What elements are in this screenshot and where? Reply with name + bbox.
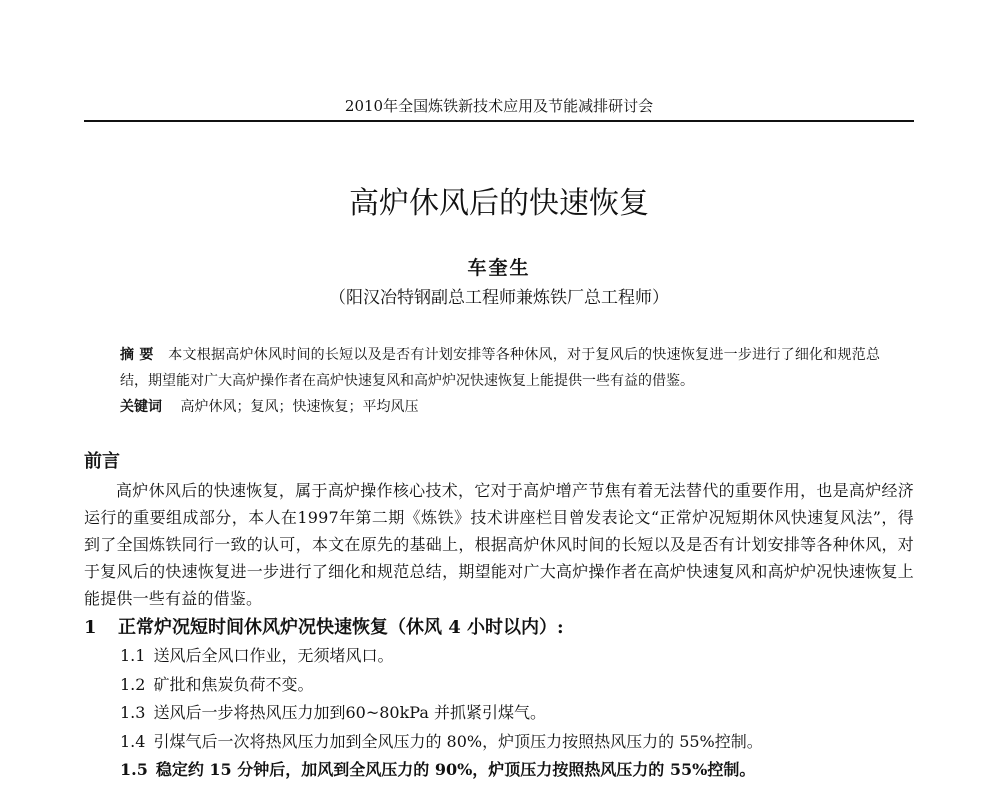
item-number: 1.1 — [120, 646, 146, 665]
item-text: 送风后一步将热风压力加到60~80kPa 并抓紧引煤气。 — [153, 703, 546, 722]
header-divider — [84, 120, 914, 122]
keywords — [120, 394, 880, 420]
section-1-number: 1 — [84, 617, 97, 638]
section-1-list — [120, 642, 914, 785]
keywords-text: 高炉休风；复风；快速恢复；平均风压 — [180, 399, 419, 415]
list-item — [120, 642, 914, 671]
abstract — [120, 342, 880, 394]
running-header: 2010年全国炼铁新技术应用及节能减排研讨会 — [344, 97, 654, 115]
list-item — [120, 699, 914, 728]
item-number: 1.4 — [120, 731, 146, 751]
author-affiliation: （阳汉冶特钢副总工程师兼炼铁厂总工程师） — [329, 288, 669, 308]
abstract-text: 本文根据高炉休风时间的长短以及是否有计划安排等各种休风，对于复风后的快速恢复进一步进行了细化和规范总结，期望能对广大高炉操作者在高炉快速复风和高炉炉况快速恢复上能提供一些有益的借鉴。 — [120, 347, 881, 389]
section-1-title: 正常炉况短时间休风炉况快速恢复（休风 4 小时以内）: — [118, 617, 564, 638]
list-item — [120, 756, 914, 785]
list-item — [120, 728, 914, 757]
preface-paragraph: 高炉休风后的快速恢复，属于高炉操作核心技术，它对于高炉增产节焦有着无法替代的重要作用，也是高炉经济运行的重要组成部分，本人在1997年第二期《炼铁》技术讲座栏目曾发表论文“正常炉况短期休风快速复风法”，得到了全国炼铁同行一致的认可，本文在原先的基础上，根据高炉休风时间的长短以及是否有计划安排等各种休风，对于复风后的快速恢复进一步进行了细化和规范总结，期望能对广大高炉操作者在高炉快速复风和高炉炉况快速恢复上能提供一些有益的借鉴。 — [84, 481, 914, 608]
item-number: 1.3 — [120, 703, 146, 722]
list-item — [120, 671, 914, 700]
item-number: 1.2 — [120, 674, 146, 694]
item-text: 稳定约 15 分钟后，加风到全风压力的 90%，炉顶压力按照热风压力的 55%控制。 — [155, 760, 756, 779]
abstract-label: 摘 要 — [120, 347, 154, 363]
item-number: 1.5 — [120, 760, 148, 779]
paper-title: 高炉休风后的快速恢复 — [349, 186, 649, 221]
item-text: 引煤气后一次将热风压力加到全风压力的 80%，炉顶压力按照热风压力的 55%控制。 — [153, 731, 763, 751]
author-name: 车奎生 — [467, 257, 531, 279]
keywords-label: 关键词 — [120, 399, 162, 415]
preface-heading: 前言 — [84, 451, 120, 472]
item-text: 矿批和焦炭负荷不变。 — [153, 674, 314, 694]
section-1-heading — [84, 615, 914, 641]
item-text: 送风后全风口作业，无须堵风口。 — [153, 646, 394, 665]
